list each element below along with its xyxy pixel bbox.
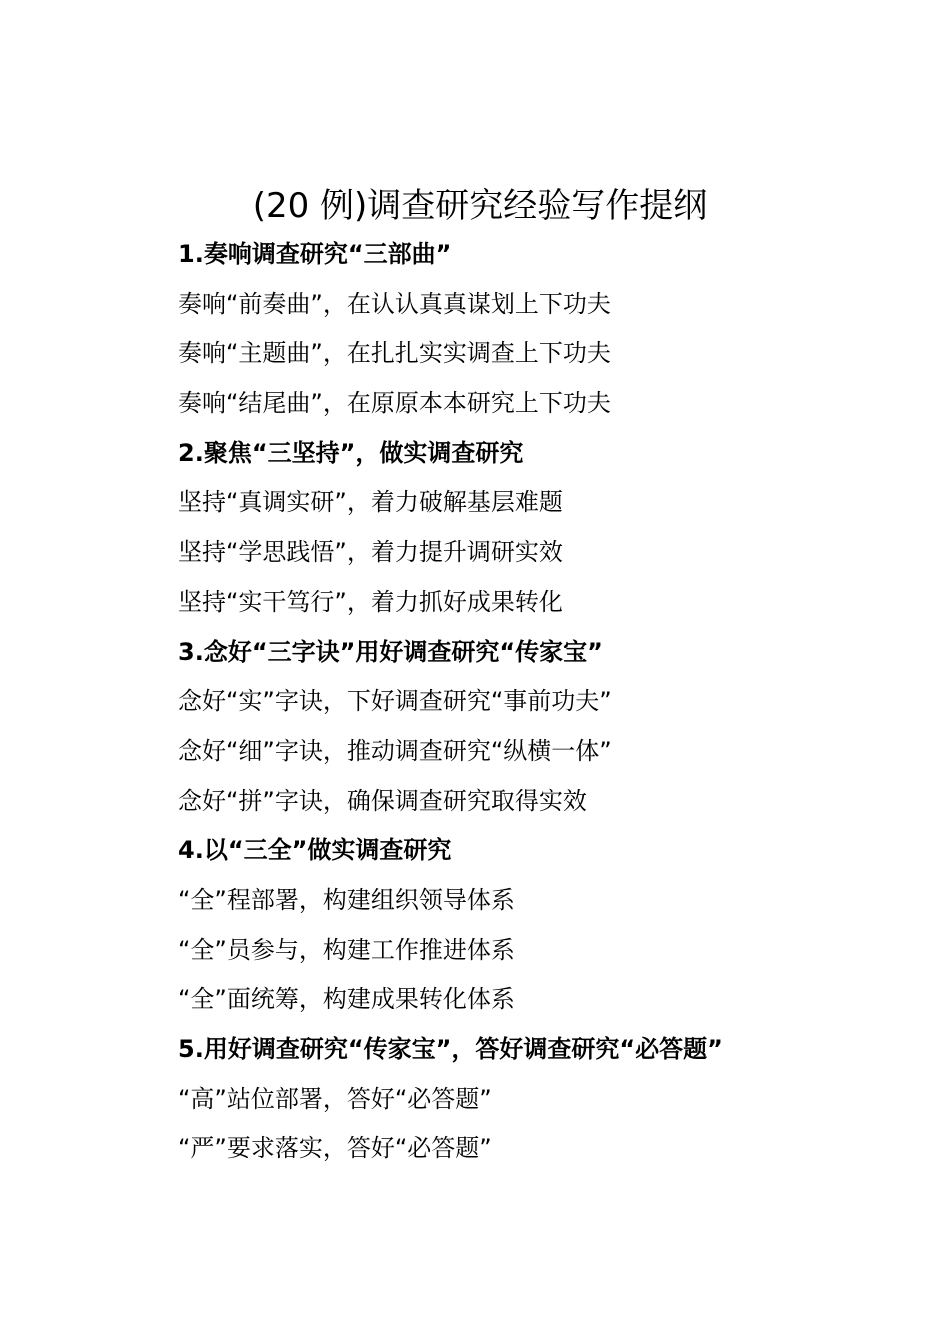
section-item: 奏响“前奏曲”，在认认真真谋划上下功夫	[178, 289, 611, 318]
section-heading: 3.念好“三字诀”用好调查研究“传家宝”	[178, 637, 603, 666]
section-item: 坚持“实干笃行”，着力抓好成果转化	[178, 587, 563, 616]
section-item: “全”程部署，构建组织领导体系	[178, 885, 515, 914]
section-item: 念好“实”字诀，下好调查研究“事前功夫”	[178, 687, 612, 716]
document-title: (20 例)调查研究经验写作提纲	[252, 186, 708, 226]
section-item: 念好“拼”字诀，确保调查研究取得实效	[178, 786, 587, 815]
document-body	[178, 230, 858, 1174]
section-item: “严”要求落实，答好“必答题”	[178, 1134, 492, 1163]
section-item: “高”站位部署，答好“必答题”	[178, 1084, 492, 1113]
section-heading: 1.奏响调查研究“三部曲”	[178, 240, 452, 268]
section-item: 坚持“真调实研”，着力破解基层难题	[178, 488, 563, 517]
section-heading: 2.聚焦“三坚持”，做实调查研究	[178, 438, 524, 467]
section-item: 念好“细”字诀，推动调查研究“纵横一体”	[178, 736, 612, 765]
section-item: “全”面统筹，构建成果转化体系	[178, 985, 515, 1014]
section-item: “全”员参与，构建工作推进体系	[178, 935, 515, 964]
section-heading: 5.用好调查研究“传家宝”，答好调查研究“必答题”	[178, 1035, 723, 1063]
section-item: 奏响“结尾曲”，在原原本本研究上下功夫	[178, 389, 611, 418]
section-item: 奏响“主题曲”，在扎扎实实调查上下功夫	[178, 339, 611, 368]
section-heading: 4.以“三全”做实调查研究	[178, 836, 452, 865]
section-item: 坚持“学思践悟”，着力提升调研实效	[178, 538, 563, 567]
